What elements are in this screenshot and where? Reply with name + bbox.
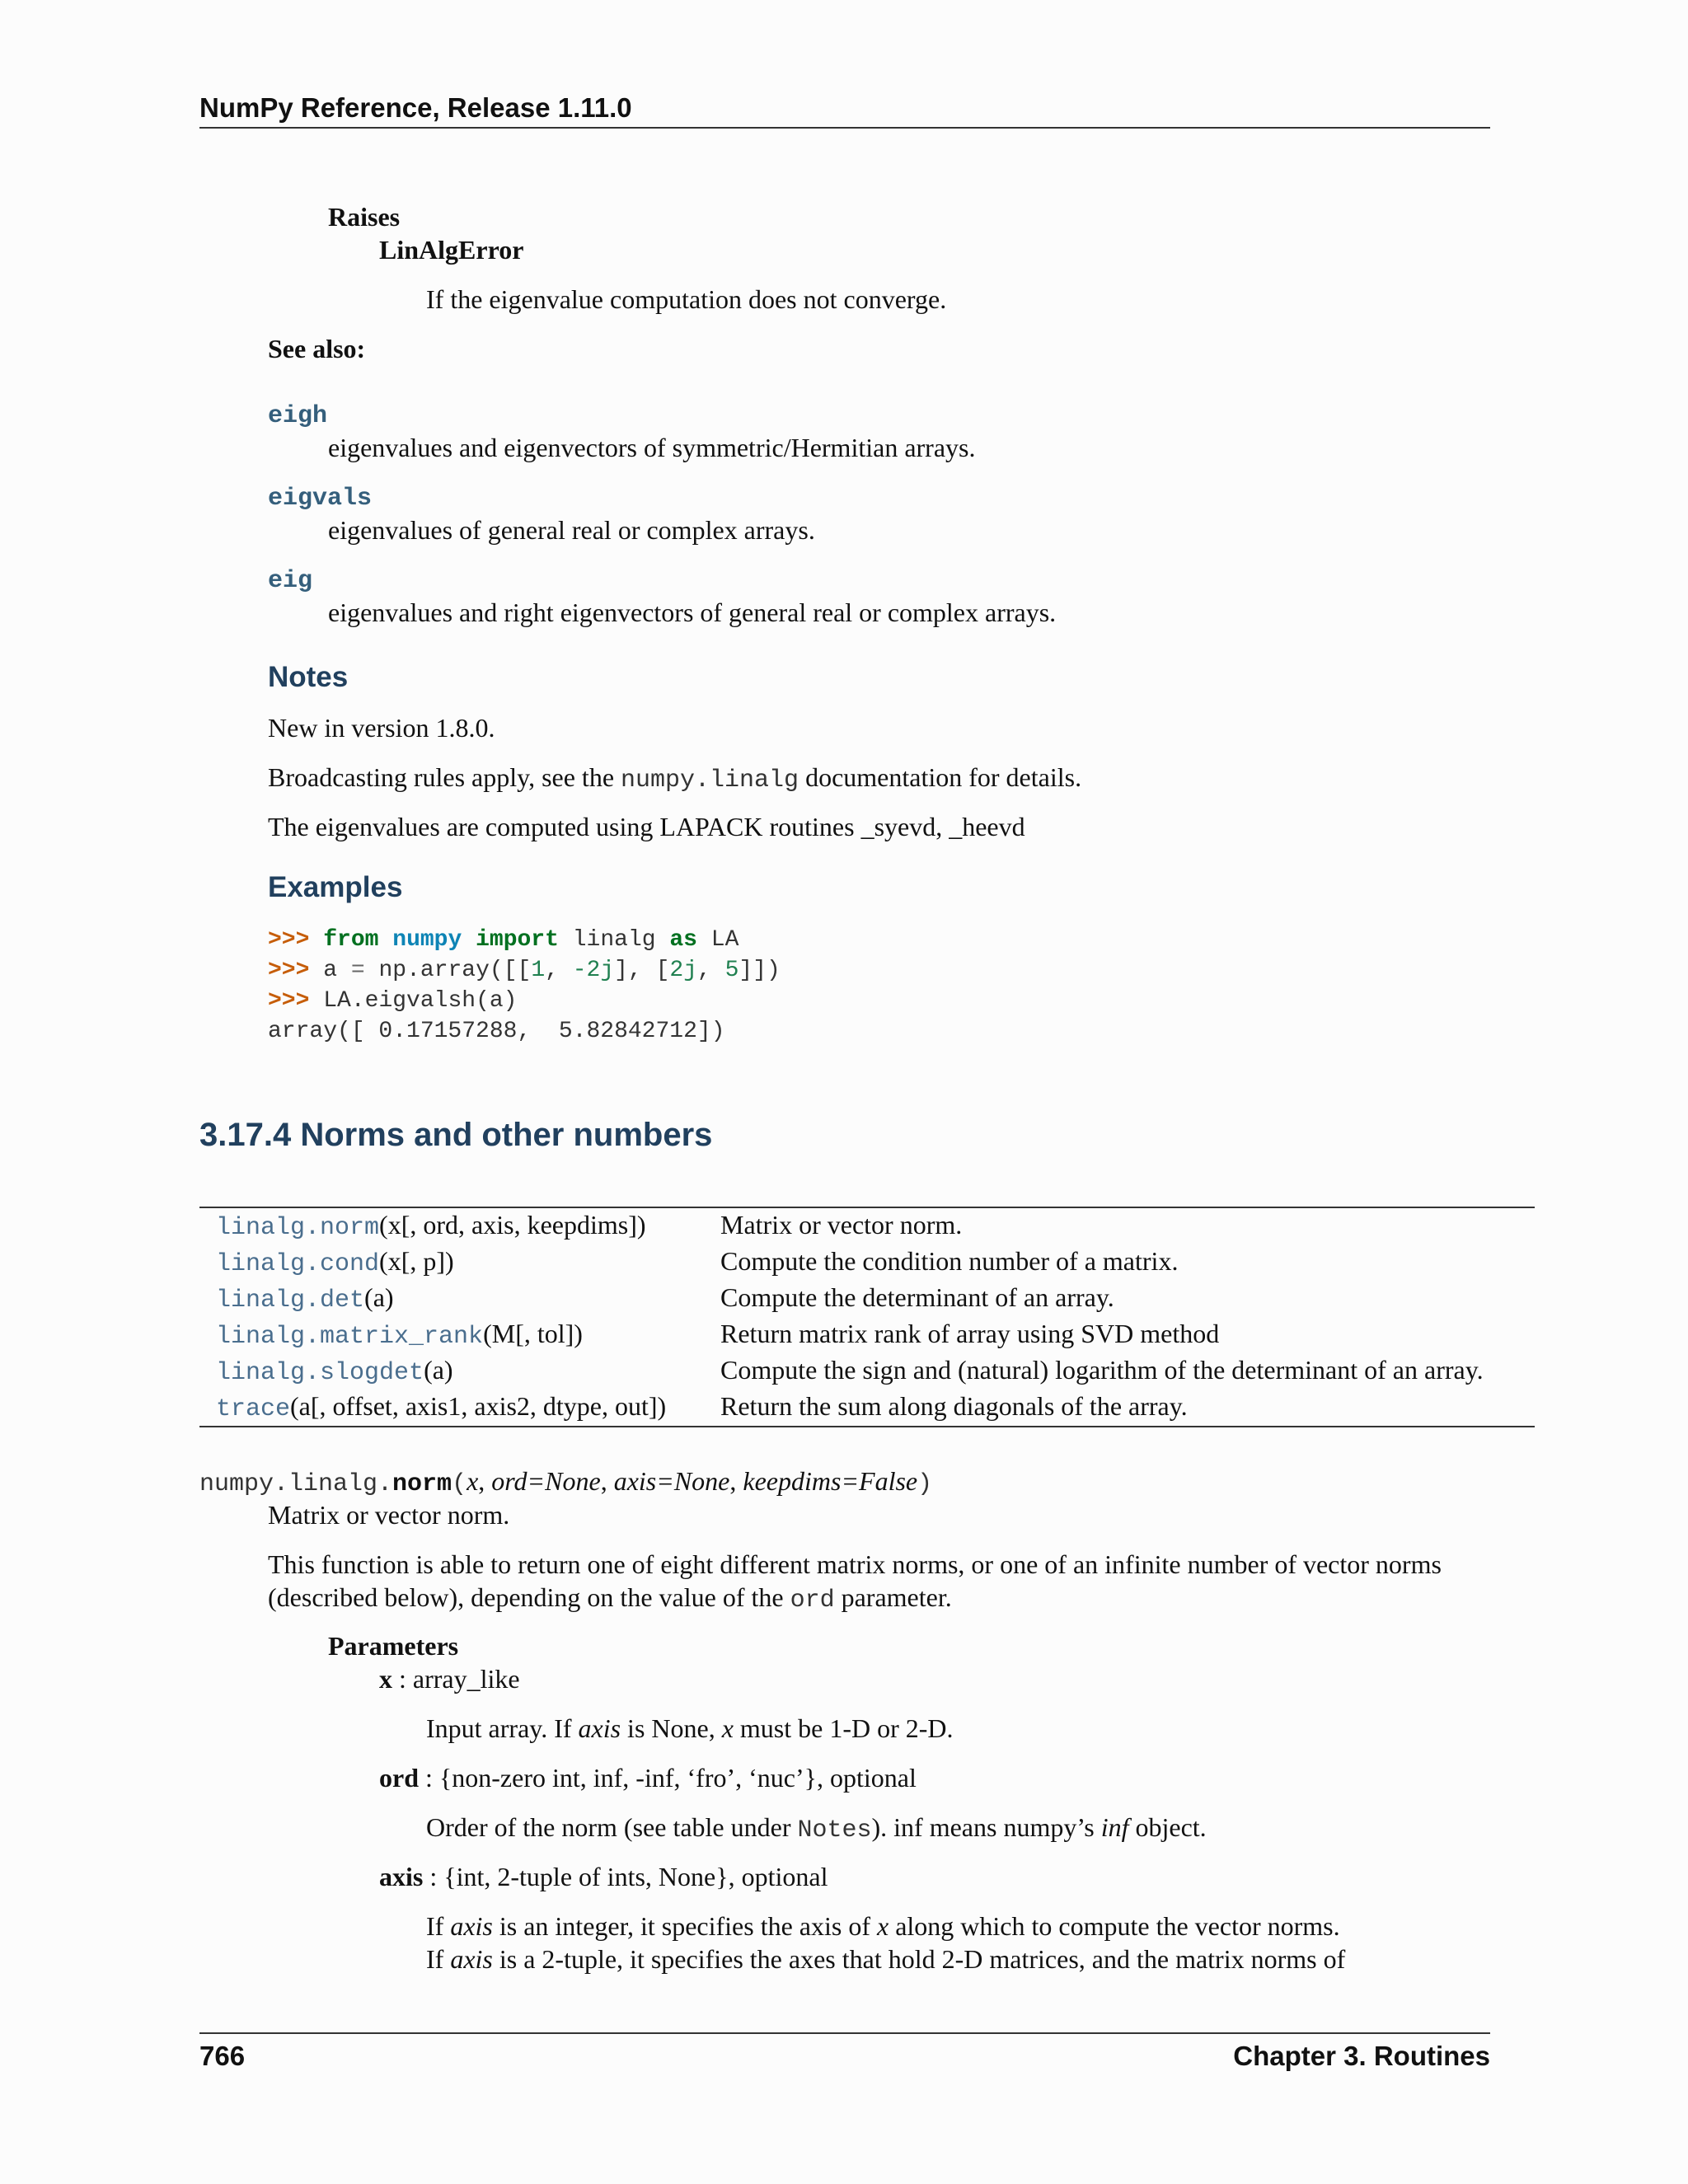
raises-exception: LinAlgError — [379, 235, 524, 265]
table-cell-signature: trace(a[, offset, axis1, axis2, dtype, out]) — [216, 1391, 667, 1423]
table-row — [199, 1317, 1535, 1353]
ord-code: ord — [790, 1586, 835, 1615]
table-cell-signature: linalg.det(a) — [216, 1282, 394, 1315]
routines-summary-table — [199, 1207, 1535, 1427]
chapter-title: Chapter 3. Routines — [1233, 2041, 1490, 2071]
code-line-3: >>> LA.eigvalsh(a) — [268, 988, 518, 1014]
function-description-line-1: This function is able to return one of eight different matrix norms, or one of an infinite number of vector norms — [268, 1549, 1442, 1579]
function-summary: Matrix or vector norm. — [268, 1500, 510, 1530]
param-ord-type: : {non-zero int, inf, -inf, ‘fro’, ‘nuc’}, optional — [419, 1763, 917, 1793]
function-signature: numpy.linalg.norm(x, ord=None, axis=None, keepdims=False) — [199, 1466, 933, 1498]
see-also-desc-eig: eigenvalues and right eigenvectors of general real or complex arrays. — [328, 598, 1057, 627]
param-keepdims: keepdims=False — [743, 1466, 918, 1496]
param-axis-type: : {int, 2-tuple of ints, None}, optional — [423, 1862, 828, 1891]
code-line-4: array([ 0.17157288, 5.82842712]) — [268, 1019, 725, 1044]
table-row — [199, 1390, 1535, 1427]
routine-link[interactable]: linalg.matrix_rank — [216, 1323, 484, 1351]
see-also-desc-eigh: eigenvalues and eigenvectors of symmetric/Hermitian arrays. — [328, 433, 976, 462]
param-axis-description-line-1: If axis is an integer, it specifies the axis of x along which to compute the vector norms. — [426, 1911, 1340, 1941]
param-axis: axis=None — [613, 1466, 730, 1496]
table-cell-signature: linalg.slogdet(a) — [216, 1355, 453, 1387]
param-x-header — [379, 1662, 520, 1695]
function-module-prefix: numpy.linalg. — [199, 1470, 393, 1498]
param-x: x — [467, 1466, 479, 1496]
notes-broadcasting-text-end: documentation for details. — [799, 762, 1082, 792]
section-heading: 3.17.4 Norms and other numbers — [199, 1117, 713, 1153]
routine-link[interactable]: trace — [216, 1395, 291, 1423]
raises-description: If the eigenvalue computation does not converge. — [426, 284, 947, 314]
table-cell-description: Compute the determinant of an array. — [720, 1282, 1114, 1312]
routine-link[interactable]: linalg.cond — [216, 1250, 380, 1278]
routine-link[interactable]: linalg.slogdet — [216, 1359, 424, 1387]
see-also-label: See also: — [268, 334, 366, 363]
page-number: 766 — [199, 2041, 246, 2071]
notes-broadcasting — [268, 761, 1081, 797]
param-ord: ord=None — [491, 1466, 601, 1496]
param-x-name: x — [379, 1664, 392, 1694]
see-also-desc-eigvals: eigenvalues of general real or complex arrays. — [328, 515, 815, 545]
routine-link[interactable]: linalg.norm — [216, 1214, 380, 1242]
routine-link[interactable]: linalg.det — [216, 1286, 365, 1315]
notes-linalg-code: numpy.linalg — [621, 766, 799, 794]
table-row — [199, 1244, 1535, 1281]
see-also-link-eigvals[interactable]: eigvals — [268, 485, 373, 513]
description-text-end: parameter. — [834, 1582, 952, 1612]
table-row — [199, 1281, 1535, 1317]
table-cell-description: Compute the condition number of a matrix. — [720, 1246, 1179, 1276]
table-cell-signature: linalg.norm(x[, ord, axis, keepdims]) — [216, 1210, 646, 1242]
example-code-block — [268, 925, 781, 1047]
param-axis-header — [379, 1860, 828, 1893]
table-cell-description: Matrix or vector norm. — [720, 1210, 963, 1240]
table-cell-description: Return matrix rank of array using SVD method — [720, 1319, 1220, 1348]
table-cell-signature: linalg.cond(x[, p]) — [216, 1246, 454, 1278]
notes-lapack: The eigenvalues are computed using LAPACK routines _syevd, _heevd — [268, 812, 1025, 841]
table-cell-description: Compute the sign and (natural) logarithm of the determinant of an array. — [720, 1355, 1484, 1385]
notes-broadcasting-text: Broadcasting rules apply, see the — [268, 762, 621, 792]
table-cell-description: Return the sum along diagonals of the array. — [720, 1391, 1188, 1421]
signature-open-paren: ( — [452, 1470, 467, 1498]
signature-close-paren: ) — [917, 1470, 933, 1498]
param-axis-name: axis — [379, 1862, 424, 1891]
param-ord-header — [379, 1761, 917, 1794]
examples-heading: Examples — [268, 871, 403, 903]
raises-label: Raises — [328, 202, 401, 232]
table-row — [199, 1353, 1535, 1390]
function-name: norm — [392, 1470, 452, 1498]
table-row — [199, 1207, 1535, 1244]
code-line-2: >>> a = np.array([[1, -2j], [2j, 5]]) — [268, 958, 781, 983]
table-cell-signature: linalg.matrix_rank(M[, tol]) — [216, 1319, 583, 1351]
param-x-description: Input array. If axis is None, x must be 1-D or 2-D. — [426, 1713, 954, 1743]
notes-version: New in version 1.8.0. — [268, 713, 495, 743]
param-ord-description: Order of the norm (see table under Notes). inf means numpy’s inf object. — [426, 1812, 1207, 1844]
parameters-label: Parameters — [328, 1631, 459, 1661]
see-also-link-eigh[interactable]: eigh — [268, 402, 328, 430]
description-text: (described below), depending on the value of the — [268, 1582, 790, 1612]
param-ord-name: ord — [379, 1763, 419, 1793]
running-header: NumPy Reference, Release 1.11.0 — [199, 92, 1490, 129]
function-description-line-2 — [268, 1581, 952, 1617]
notes-heading: Notes — [268, 661, 349, 693]
running-footer — [199, 2032, 1490, 2072]
param-axis-description-line-2: If axis is a 2-tuple, it specifies the axes that hold 2-D matrices, and the matrix norms of — [426, 1944, 1346, 1974]
see-also-link-eig[interactable]: eig — [268, 567, 313, 595]
param-x-type: : array_like — [392, 1664, 520, 1694]
code-line-1: >>> from numpy import linalg as LA — [268, 927, 739, 953]
